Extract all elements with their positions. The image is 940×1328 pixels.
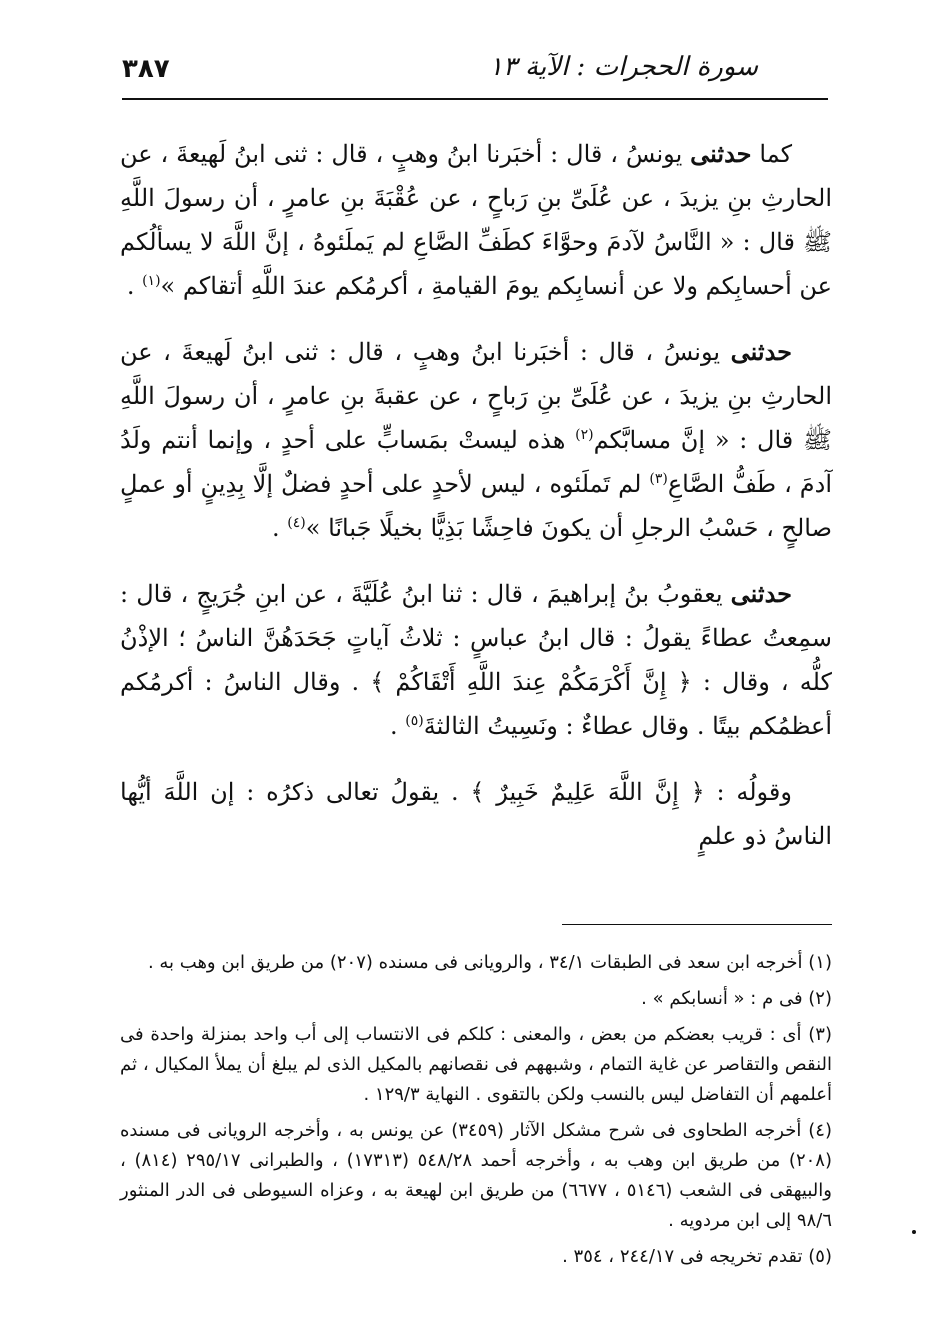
page-number: ٣٨٧ bbox=[122, 54, 170, 84]
footnote-ref: (٣) bbox=[649, 471, 668, 487]
footnote-ref: (٤) bbox=[287, 515, 306, 531]
paragraph-lead: كما bbox=[751, 140, 793, 168]
main-text bbox=[120, 132, 832, 880]
paragraph-4 bbox=[120, 770, 832, 858]
footnote-2: (٢) فى م : « أنسابكم » . bbox=[641, 988, 832, 1009]
footnotes bbox=[120, 948, 832, 1278]
footnote-1: (١) أخرجه ابن سعد فى الطبقات ٣٤/١ ، والرويانى فى مسنده (٢٠٧) من طريق ابن وهب به . bbox=[147, 952, 832, 973]
narration-keyword: حدثنى bbox=[690, 139, 752, 168]
narration-keyword: حدثنى bbox=[730, 579, 792, 608]
paragraph-text: لم تَملَئوه ، ليس لأحدٍ على أحدٍ فضلٌ إلَّا بِدِينٍ أو عملٍ صالحٍ ، حَسْبُ الرجلِ أن يكونَ فاحِشًا بَذِيًّا بخيلًا جَبانًا » bbox=[120, 470, 832, 542]
footnote-ref: (٢) bbox=[575, 427, 594, 443]
paragraph-text: يونسُ ، قال : أخبَرنا ابنُ وهبٍ ، قال : ثنى ابنُ لَهيعةَ ، عن الحارثِ بنِ يزيدَ ، عن عُلَىِّ بنِ رَباحٍ ، عن عُقْبَةَ بنِ عامرٍ ، أن رسولَ اللَّهِ ﷺ قال : « النَّاسُ لآدمَ وحوَّاءَ كطَفِّ الصَّاعِ لم يَملَئوهُ ، إنَّ اللَّهَ لا يسألُكم عن أحسابِكم ولا عن أنسابِكم يومَ القيامةِ ، أكرمُكم عندَ اللَّهِ أتقاكم » bbox=[120, 140, 832, 300]
paragraph-text: وقولُه : ﴿ إِنَّ اللَّهَ عَلِيمٌ خَبِيرٌ ﴾ . يقولُ تعالى ذكرُه : إن اللَّهَ أيُّها الناسُ ذو علمٍ bbox=[120, 778, 832, 850]
paragraph-3 bbox=[120, 572, 832, 748]
running-header bbox=[122, 50, 828, 94]
header-title: سورة الحجرات : الآية ١٣ bbox=[488, 52, 758, 82]
footnote-5: (٥) تقدم تخريجه فى ٢٤٤/١٧ ، ٣٥٤ . bbox=[562, 1246, 832, 1267]
paragraph-text: يونسُ ، قال : أخبَرنا ابنُ وهبٍ ، قال : ثنى ابنُ لَهيعةَ ، عن الحارثِ بنِ يزيدَ ، عن عُلَىِّ بنِ رَباحٍ ، عن عقبةَ بنِ عامرٍ ، أن رسولَ اللَّهِ ﷺ قال : « إنَّ مسابَّكم bbox=[120, 338, 832, 454]
paragraph-tail: . bbox=[390, 712, 406, 740]
footnote-rule bbox=[562, 924, 832, 925]
paragraph-2 bbox=[120, 330, 832, 550]
footnote-ref: (١) bbox=[142, 273, 161, 289]
paragraph-text: يعقوبُ بنُ إبراهيمَ ، قال : ثنا ابنُ عُلَيَّةَ ، عن ابنِ جُرَيجٍ ، قال : سمِعتُ عطاءً يقولُ : قال ابنُ عباسٍ : ثلاثُ آياتٍ جَحَدَهُنَّ الناسُ ؛ الإذْنُ كلُّه ، وقال : ﴿ إِنَّ أَكْرَمَكُمْ عِندَ اللَّهِ أَتْقَاكُمْ ﴾ . وقال الناسُ : أكرمُكم أعظمُكم بيتًا . وقال عطاءٌ : ونَسِيتُ الثالثةَ bbox=[120, 580, 832, 740]
paragraph-text: هذه ليستْ بمَسابٍّ على أحدٍ ، وإنما أنتم ولَدُ آدمَ ، طَفُّ الصَّاعِ bbox=[120, 426, 833, 498]
paragraph-1 bbox=[120, 132, 832, 308]
margin-dot bbox=[912, 1230, 916, 1234]
header-rule bbox=[122, 98, 828, 100]
footnote-ref: (٥) bbox=[405, 713, 424, 729]
narration-keyword: حدثنى bbox=[730, 337, 792, 366]
footnote-4: (٤) أخرجه الطحاوى فى شرح مشكل الآثار (٣٤٥٩) عن يونس به ، وأخرجه الرويانى فى مسنده (٢٠٨) من طريق ابن وهب به ، وأخرجه أحمد ٥٤٨/٢٨ (١٧٣١٣) ، والطبرانى ٢٩٥/١٧ (٨١٤) ، والبيهقى فى الشعب (٥١٤٦ ، ٦٦٧٧) من طريق ابن لهيعة به ، وعزاه السيوطى فى الدر المنثور ٩٨/٦ إلى ابن مردويه . bbox=[120, 1120, 833, 1231]
footnote-3: (٣) أى : قريب بعضكم من بعض ، والمعنى : كلكم فى الانتساب إلى أب واحد بمنزلة واحدة فى النقص والتقاصر عن غاية التمام ، وشبههم فى نقصانهم بالمكيل الذى لم يبلغ أن يملأ المكيال ، ثم أعلمهم أن التفاضل ليس بالنسب ولكن بالتقوى . النهاية ١٢٩/٣ . bbox=[120, 1024, 832, 1105]
paragraph-tail: . bbox=[126, 272, 143, 300]
paragraph-tail: . bbox=[272, 514, 288, 542]
